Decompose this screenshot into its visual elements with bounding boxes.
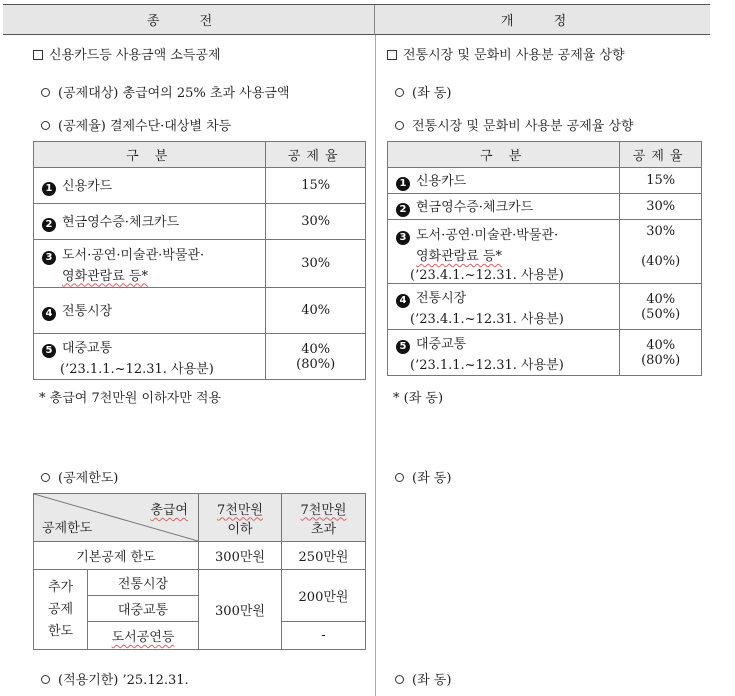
number-badge-icon: 5	[396, 340, 410, 354]
table-row: 2 현금영수증·체크카드 30%	[34, 204, 366, 240]
number-badge-icon: 2	[42, 218, 56, 232]
right-title: 전통시장 및 문화비 사용분 공제율 상향	[387, 44, 625, 63]
table-row: 추가 공제 한도 전통시장 300만원 200만원	[34, 570, 366, 596]
number-badge-icon: 4	[396, 294, 410, 308]
right-note: * (좌 동)	[393, 391, 444, 406]
number-badge-icon: 4	[42, 307, 56, 321]
right-rate-table	[387, 141, 702, 376]
circle-bullet-icon	[395, 675, 404, 684]
right-rate-label: 전통시장 및 문화비 사용분 공제율 상향	[395, 115, 634, 134]
table-row: 1 신용카드 15%	[388, 168, 702, 194]
right-deadline: (좌 동)	[395, 669, 451, 688]
number-badge-icon: 3	[42, 251, 56, 265]
left-deadline: (적용기한) ’25.12.31.	[41, 669, 189, 688]
table-row: 총급여 공제한도 7천만원 이하 7천만원 초과	[34, 494, 366, 542]
corner-cell: 총급여 공제한도	[34, 494, 199, 542]
circle-bullet-icon	[395, 121, 404, 130]
number-badge-icon: 5	[42, 344, 56, 358]
right-target: (좌 동)	[395, 82, 451, 101]
left-rate-table	[33, 141, 366, 380]
table-row: 5 대중교통 (’23.1.1.~12.31. 사용분) 40% (80%)	[34, 334, 366, 380]
table-row: 대중교통	[34, 596, 366, 622]
header-before: 종 전	[3, 5, 375, 35]
table-row: 도서공연등 -	[34, 622, 366, 650]
left-rate-label: (공제율) 결제수단·대상별 차등	[41, 115, 231, 134]
circle-bullet-icon	[395, 473, 404, 482]
square-bullet-icon	[33, 50, 43, 60]
table-row: 3 도서·공연·미술관·박물관· 영화관람료 등* (’23.4.1.~12.31. 사용분) 30% (40%)	[388, 220, 702, 284]
header-after: 개 정	[375, 5, 710, 35]
column-divider	[375, 35, 376, 696]
square-bullet-icon	[387, 50, 397, 60]
col-header-rate: 공제율	[266, 142, 366, 168]
col-header-rate: 공제율	[620, 142, 702, 168]
circle-bullet-icon	[41, 121, 50, 130]
circle-bullet-icon	[41, 473, 50, 482]
circle-bullet-icon	[395, 88, 404, 97]
col-header-category: 구 분	[388, 142, 620, 168]
circle-bullet-icon	[41, 88, 50, 97]
right-limit: (좌 동)	[395, 467, 451, 486]
table-row: 기본공제 한도 300만원 250만원	[34, 542, 366, 570]
number-badge-icon: 3	[396, 231, 410, 245]
left-target: (공제대상) 총급여의 25% 초과 사용금액	[41, 82, 289, 101]
left-limit-label: (공제한도)	[41, 467, 118, 486]
number-badge-icon: 1	[396, 177, 410, 191]
col-header-category: 구 분	[34, 142, 266, 168]
left-note: * 총급여 7천만원 이하자만 적용	[39, 391, 221, 406]
left-title: 신용카드등 사용금액 소득공제	[33, 44, 221, 63]
table-row: 4 전통시장 40%	[34, 288, 366, 334]
table-row: 5 대중교통 (’23.1.1.~12.31. 사용분) 40% (80%)	[388, 330, 702, 376]
limit-table	[33, 493, 366, 650]
table-row: 3 도서·공연·미술관·박물관· 영화관람료 등* 30%	[34, 240, 366, 288]
table-row: 2 현금영수증·체크카드 30%	[388, 194, 702, 220]
number-badge-icon: 2	[396, 203, 410, 217]
number-badge-icon: 1	[42, 182, 56, 196]
table-row: 1 신용카드 15%	[34, 168, 366, 204]
comparison-table	[3, 4, 710, 696]
table-row: 4 전통시장 (’23.4.1.~12.31. 사용분) 40% (50%)	[388, 284, 702, 330]
circle-bullet-icon	[41, 675, 50, 684]
